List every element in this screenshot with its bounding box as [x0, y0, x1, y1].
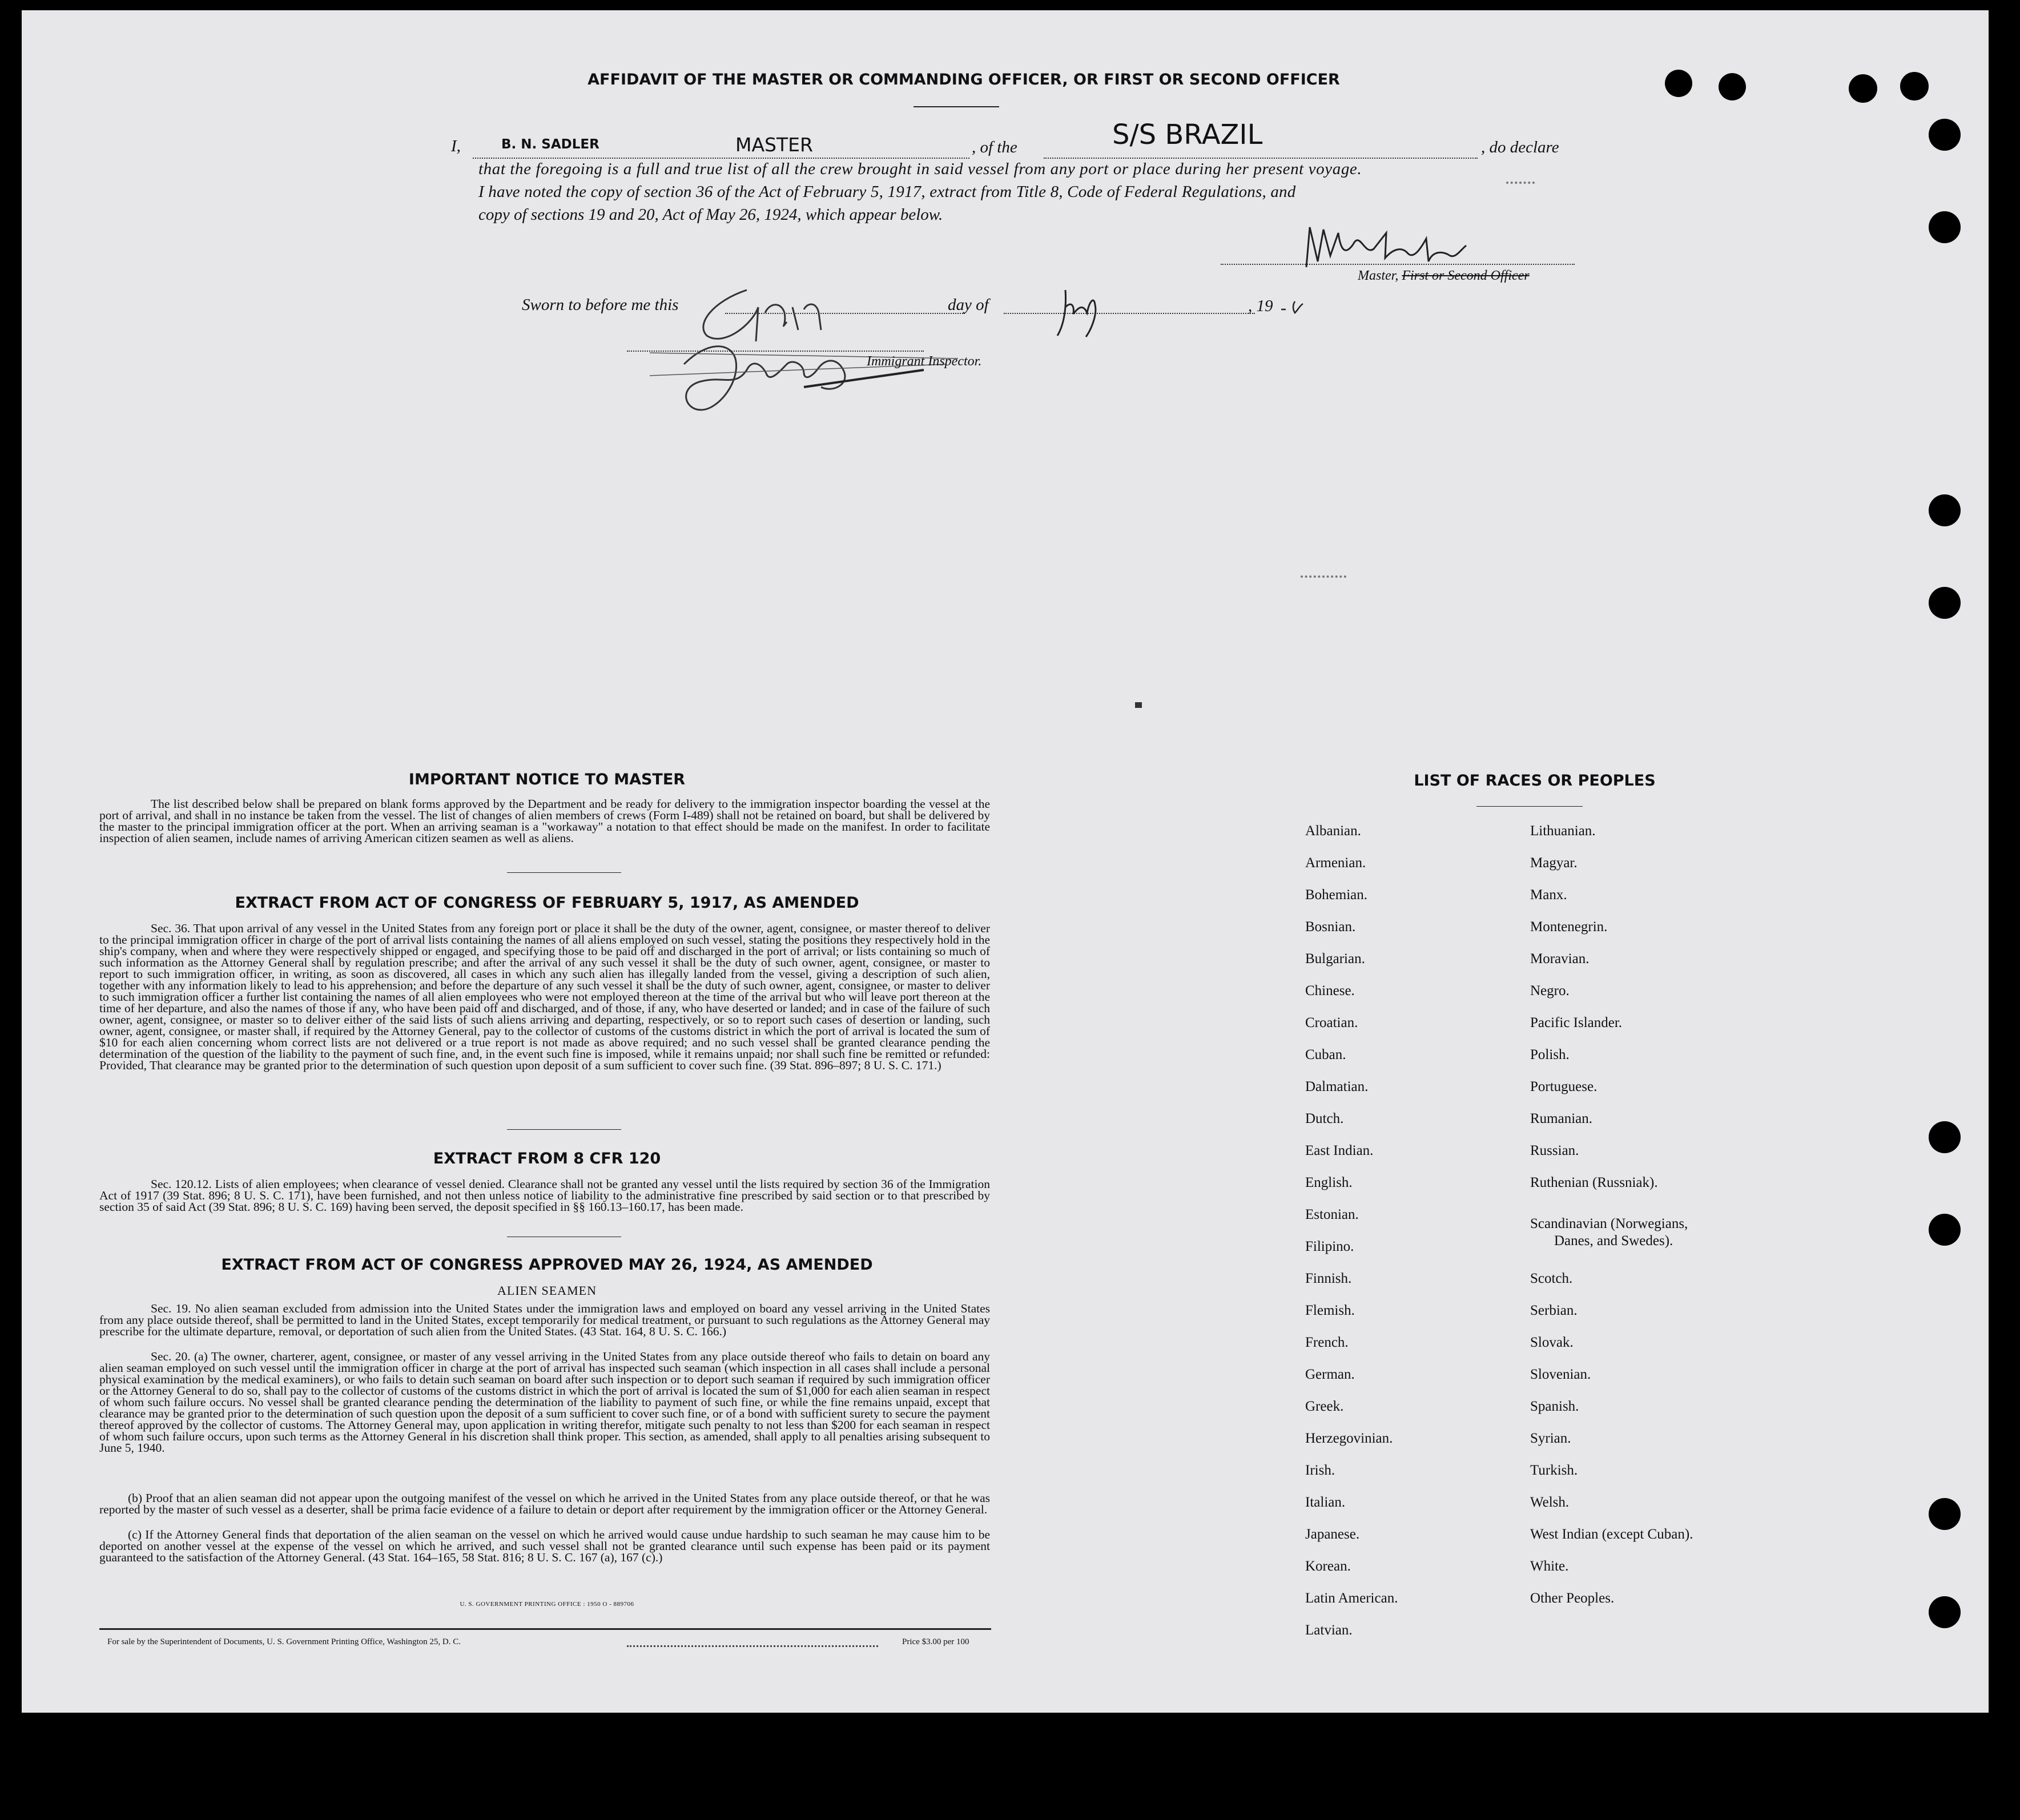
extract-1924-heading: EXTRACT FROM ACT OF CONGRESS APPROVED MAY 26, 1924, AS AMENDED [221, 1256, 873, 1274]
race-item: Croatian. [1305, 1015, 1358, 1030]
sale-notice: For sale by the Superintendent of Documents, U. S. Government Printing Office, Washington 25, D. C. [107, 1637, 461, 1646]
alien-seamen-subheading: ALIEN SEAMEN [497, 1283, 597, 1298]
race-item: Filipino. [1305, 1239, 1354, 1254]
race-item: Scotch. [1530, 1271, 1573, 1286]
year-prefix: , 19 [1248, 297, 1273, 315]
punch-hole [1849, 74, 1877, 103]
printer-imprint: U. S. GOVERNMENT PRINTING OFFICE : 1950 O - 889706 [460, 1601, 634, 1608]
punch-hole [1719, 73, 1746, 100]
race-item: Greek. [1305, 1399, 1344, 1414]
inspector-signature-line [627, 351, 924, 352]
section-20c-body: (c) If the Attorney General finds that deportation of the alien seaman on the vessel on which he arrived would cause undue hardship to such seaman he may cause him to be deported on another vessel at the expense of the vessel on which he arrived, and such vessel shall not be granted clearance until such expense has been paid or its payment guaranteed to the satisfaction of the Attorney General. (43 Stat. 164–165, 58 Stat. 816; 8 U. S. C. 167 (a), 167 (c).) [99, 1528, 990, 1564]
race-item: Serbian. [1530, 1303, 1578, 1318]
declarant-name: B. N. SADLER [501, 137, 599, 152]
race-item: Syrian. [1530, 1431, 1571, 1446]
race-item: Chinese. [1305, 983, 1355, 998]
affidavit-title: AFFIDAVIT OF THE MASTER OR COMMANDING OFFICER, OR FIRST OR SECOND OFFICER [588, 71, 1340, 88]
race-item: Turkish. [1530, 1463, 1578, 1478]
race-item: Magyar. [1530, 855, 1578, 871]
race-item: Bosnian. [1305, 919, 1356, 935]
race-item: Flemish. [1305, 1303, 1355, 1318]
race-item: White. [1530, 1559, 1569, 1574]
ghost-dot [1135, 702, 1142, 708]
race-item: Korean. [1305, 1559, 1351, 1574]
sale-notice-dots [627, 1645, 878, 1647]
race-item: Negro. [1530, 983, 1570, 998]
race-item: Latin American. [1305, 1591, 1398, 1606]
punch-hole [1900, 72, 1929, 100]
punch-hole [1929, 494, 1961, 526]
ghost-dots [1506, 182, 1535, 184]
section-20b-body: (b) Proof that an alien seaman did not appear upon the outgoing manifest of the vessel on which he arrived in the United States from any place outside thereof, or that he was reported by the master of such vessel as a deserter, shall be prima facie evidence of a failure to detain or deport after requirement by the immigration officer or the Attorney General. [99, 1491, 990, 1516]
race-item: Cuban. [1305, 1047, 1346, 1062]
punch-hole [1929, 1596, 1961, 1628]
extract-cfr-body: Sec. 120.12. Lists of alien employees; when clearance of vessel denied. Clearance shall not be granted any vessel until the lists required by section 36 of the Immigration Act of 1917 (39 Stat. 896; 8 U. S. C. 171), have been furnished, and not then unless notice of liability to the administrative fine prescribed by said section or to that prescribed by section 35 of said Act (39 Stat. 896; 8 U. S. C. 169) having been served, the deposit specified in §§ 160.13–160.17, has been made. [99, 1177, 990, 1214]
affidavit-line-2: that the foregoing is a full and true list of all the crew brought in said vessel from any port or place during her present voyage. [478, 160, 1362, 178]
race-item: Irish. [1305, 1463, 1335, 1478]
race-item: West Indian (except Cuban). [1530, 1527, 1693, 1542]
race-item: Pacific Islander. [1530, 1015, 1623, 1030]
races-heading: LIST OF RACES OR PEOPLES [1414, 772, 1656, 790]
title-rule [914, 106, 999, 107]
affidavit-line-3: I have noted the copy of section 36 of the Act of February 5, 1917, extract from Title 8, Code of Federal Regulations, and [478, 183, 1296, 201]
race-item: Slovak. [1530, 1335, 1574, 1350]
officer-struck-out: First or Second Officer [1402, 268, 1530, 283]
document-page [22, 10, 1989, 1713]
declarant-i: I, [451, 137, 461, 155]
punch-hole [1929, 1498, 1961, 1530]
punch-hole [1929, 587, 1961, 619]
race-item: Latvian. [1305, 1622, 1353, 1638]
year-handwriting [1278, 298, 1312, 315]
notice-heading: IMPORTANT NOTICE TO MASTER [408, 771, 686, 788]
race-item: Slovenian. [1530, 1367, 1591, 1382]
race-item: Montenegrin. [1530, 919, 1608, 935]
race-item: Other Peoples. [1530, 1591, 1615, 1606]
inspector-caption: Immigrant Inspector. [867, 354, 982, 369]
race-item: Moravian. [1530, 951, 1590, 967]
race-item: Bohemian. [1305, 887, 1368, 903]
race-item: Finnish. [1305, 1271, 1352, 1286]
notice-body: The list described below shall be prepared on blank forms approved by the Department and be ready for delivery to the immigration inspector boarding the vessel at the port of arrival, and shall in no instance be taken from the vessel. The list of changes of alien members of crews (Form I-489) shall not be retained on board, but shall be delivered by the master to the principal immigration officer at the port. When an arriving seaman is a "workaway" a notation to that effect should be made on the manifest. In order to facilitate inspection of alien seamen, include names of arriving American citizen seamen as well as aliens. [99, 797, 990, 845]
vessel-dotted-line [1044, 158, 1478, 159]
punch-hole [1929, 119, 1961, 151]
race-item: Japanese. [1305, 1527, 1360, 1542]
race-item: Spanish. [1530, 1399, 1579, 1414]
race-item: Herzegovinian. [1305, 1431, 1393, 1446]
section-20a-body: Sec. 20. (a) The owner, charterer, agent, consignee, or master of any vessel arriving in the United States from any place outside thereof who fails to detain on board any alien seaman employed on such vessel until the immigration officer in charge at the port of arrival has inspected such seaman (which inspection in all cases shall include a personal physical examination by the medical examiners), or who fails to detain such seaman on board after such inspection or to deport such seaman if required by such immigration officer or the Attorney General to do so, shall pay to the collector of customs of the customs district in which the port of arrival is located the sum of $1,000 for each alien seaman in respect of whom such failure occurs. No vessel shall be granted clearance pending the determination of the liability to payment of such fine, or while the fine remains unpaid, except that clearance may be granted prior to the determination of such question upon the deposit of a sum sufficient to cover such fine, or of a bond with sufficient surety to secure the payment thereof approved by the collector of customs. The Attorney General may, upon application in writing therefor, mitigate such penalty to not less than $200 for each seaman in respect of whom such failure occurs, upon such terms as the Attorney General in his discretion shall think proper. This section, as amended, shall apply to all penalties arising subsequent to June 5, 1940. [99, 1350, 990, 1455]
declarant-role: MASTER [735, 134, 813, 156]
day-of-label: day of [948, 296, 989, 314]
race-item: Danes, and Swedes). [1554, 1233, 1673, 1249]
ghost-dots [1301, 575, 1346, 578]
race-item: East Indian. [1305, 1143, 1374, 1158]
section-rule [507, 1129, 621, 1130]
race-item: English. [1305, 1175, 1353, 1190]
race-item: Italian. [1305, 1495, 1346, 1510]
race-item: Bulgarian. [1305, 951, 1365, 967]
price-label: Price $3.00 per 100 [902, 1637, 969, 1646]
vessel-name: S/S BRAZIL [1112, 119, 1263, 151]
race-item: Estonian. [1305, 1207, 1359, 1222]
sworn-label: Sworn to before me this [522, 296, 679, 314]
extract-cfr-heading: EXTRACT FROM 8 CFR 120 [433, 1150, 661, 1167]
inspector-signature-image [615, 273, 981, 421]
race-item: German. [1305, 1367, 1355, 1382]
of-the-label: , of the [972, 138, 1017, 156]
affidavit-line-4: copy of sections 19 and 20, Act of May 26, 1924, which appear below. [478, 206, 943, 224]
master-caption [1358, 268, 1530, 284]
race-item: Armenian. [1305, 855, 1366, 871]
race-item: Rumanian. [1530, 1111, 1593, 1126]
race-item: Dutch. [1305, 1111, 1344, 1126]
punch-hole [1929, 211, 1961, 243]
race-item: Polish. [1530, 1047, 1570, 1062]
extract-1917-body: Sec. 36. That upon arrival of any vessel in the United States from any foreign port or place it shall be the duty of the owner, agent, consignee, or master thereof to deliver to the principal immigration officer in charge of the port of arrival lists containing the names of all aliens employed on such vessel, stating the positions they respectively hold in the ship's company, when and where they were respectively shipped or engaged, and specifying those to be paid off and discharged in the port of arrival; or lists containing so much of such information as the Attorney General shall by regulation prescribe; and after the arrival of any such vessel it shall be the duty of such owner, agent, consignee, or master to report to such immigration officer, in writing, as soon as discovered, all cases in which any such alien has illegally landed from the vessel, giving a description of such alien, together with any information likely to lead to his apprehension; and before the departure of any such vessel it shall be the duty of such owner, agent, consignee, or master to deliver to such immigration officer a further list containing the names of all alien employees who were not employed thereon at the time of the arrival but who will leave port thereon at the time of her departure, and also the names of those if any, who have been paid off and discharged, and of those, if any, who have deserted or landed; and in case of the failure of such owner, agent, consignee, or master so to deliver either of the said lists of such aliens arriving and departing, respectively, or so to report such cases of desertion or landing, such owner, agent, consignee, or master shall, if required by the Attorney General, pay to the collector of customs of the customs district in which the port of arrival is located the sum of $10 for each alien concerning whom correct lists are not delivered or a true report is not made as above required; and no such vessel shall be granted clearance pending the determination of the question of the liability to the payment of such fine, and, in the event such fine is imposed, while it remains unpaid; nor shall such fine be remitted or refunded: Provided, That clearance may be granted prior to the determination of such question upon deposit of a sum sufficient to cover such fine. (39 Stat. 896–897; 8 U. S. C. 171.) [99, 921, 990, 1072]
section-19-body: Sec. 19. No alien seaman excluded from admission into the United States under the immigration laws and employed on board any vessel arriving in the United States from any place outside thereof, shall be permitted to land in the United States, except temporarily for medical treatment, or pursuant to such regulations as the Attorney General may prescribe for the ultimate departure, removal, or deportation of such alien from the United States. (43 Stat. 164, 8 U. S. C. 166.) [99, 1302, 990, 1338]
race-item: Lithuanian. [1530, 823, 1596, 839]
race-item: Manx. [1530, 887, 1567, 903]
race-item: Ruthenian (Russniak). [1530, 1175, 1658, 1190]
master-caption-prefix: Master, [1358, 268, 1402, 283]
sworn-month-line [1004, 313, 1255, 314]
punch-hole [1929, 1214, 1961, 1246]
race-item: French. [1305, 1335, 1349, 1350]
footer-rule [99, 1628, 991, 1630]
punch-hole [1929, 1121, 1961, 1153]
race-item: Albanian. [1305, 823, 1361, 839]
race-item: Scandinavian (Norwegians, [1530, 1216, 1688, 1231]
races-rule [1476, 806, 1583, 807]
punch-hole [1665, 70, 1692, 97]
race-item: Dalmatian. [1305, 1079, 1369, 1094]
race-item: Welsh. [1530, 1495, 1570, 1510]
master-signature-line [1221, 264, 1575, 265]
month-handwriting [1054, 284, 1122, 341]
section-rule [507, 872, 621, 873]
race-item: Russian. [1530, 1143, 1579, 1158]
do-declare-label: , do declare [1481, 138, 1559, 156]
extract-1917-heading: EXTRACT FROM ACT OF CONGRESS OF FEBRUARY 5, 1917, AS AMENDED [235, 894, 859, 912]
name-dotted-line [473, 158, 969, 159]
race-item: Portuguese. [1530, 1079, 1598, 1094]
